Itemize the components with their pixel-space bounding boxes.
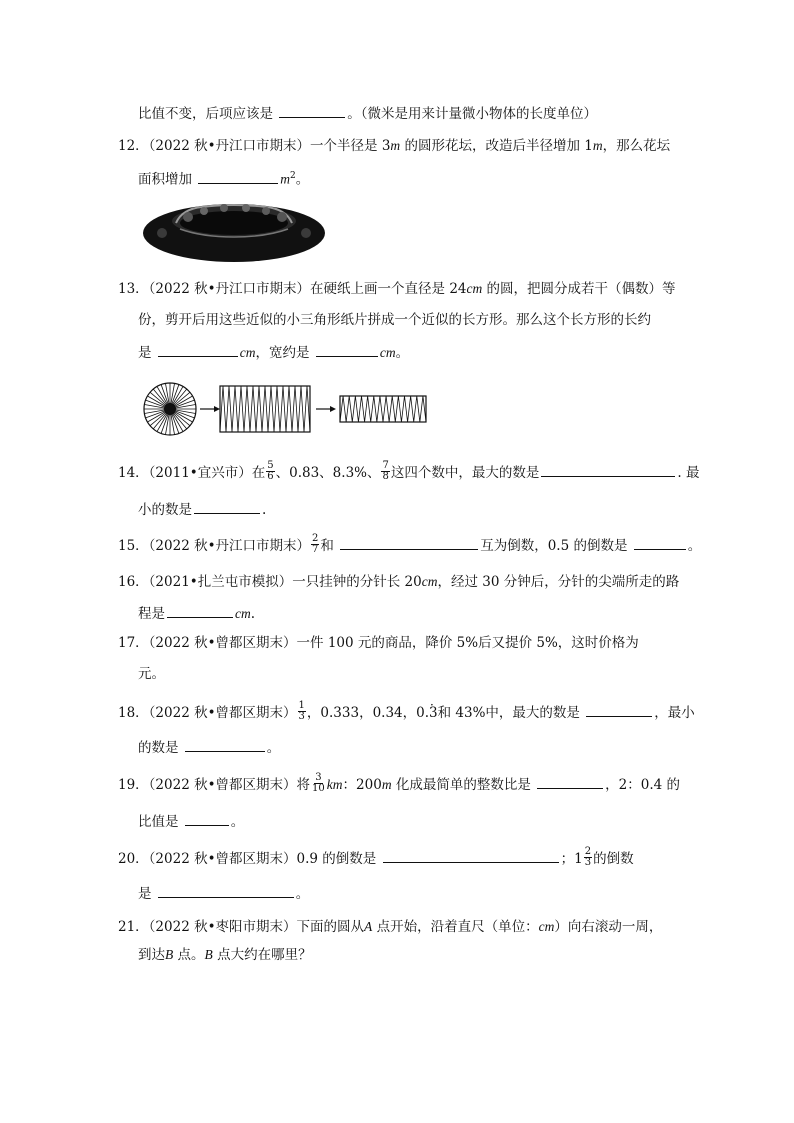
question-21-line-2: 到达B 点。B 点大约在哪里？ <box>138 947 312 963</box>
question-21-line-1: 21．（2022 秋•枣阳市期末）下面的圆从A 点开始，沿着直尺（单位：cm）向右滚动一周， <box>118 919 663 935</box>
question-19-line-1: 19．（2022 秋•曾都区期末）将 $\frac{3}{10}$ km：200m 化成最简单的整数比是 ，2：0.4 的 <box>118 772 681 794</box>
answer-blank[interactable] <box>198 169 278 184</box>
question-16-line-2: 程是 cm. <box>138 603 708 624</box>
question-17-line-2: 元。 <box>138 666 165 682</box>
question-12-line-1: 12．（2022 秋•丹江口市期末）一个半径是 3m 的圆形花坛，改造后半径增加 1m，那么花坛 <box>118 138 671 154</box>
rearranged-rectangle-large <box>220 386 310 432</box>
answer-blank[interactable] <box>340 535 478 550</box>
answer-blank[interactable] <box>383 848 559 863</box>
question-20-line-2: 是 。 <box>138 883 708 904</box>
answer-blank[interactable] <box>167 603 233 618</box>
circle-to-rectangle-diagram <box>142 382 432 436</box>
repeating-decimal-digit: · 3 <box>429 705 438 721</box>
answer-blank[interactable] <box>194 499 260 514</box>
question-15: 15．（2022 秋•丹江口市期末） $\frac{2}{7}$ 和 互为倒数，0.5 的倒数是 。 <box>118 533 702 555</box>
question-20-line-1: 20．（2022 秋•曾都区期末）0.9 的倒数是 ；1 $\frac{2}{3}$ 的倒数 <box>118 846 634 868</box>
question-16-line-1: 16．（2021•扎兰屯市模拟）一只挂钟的分针长 20cm，经过 30 分钟后，分针的尖端所走的路 <box>118 574 680 590</box>
flower-bed-image <box>142 199 326 263</box>
answer-blank[interactable] <box>316 342 378 357</box>
answer-blank[interactable] <box>586 702 652 717</box>
answer-blank[interactable] <box>158 342 238 357</box>
answer-blank[interactable] <box>537 774 603 789</box>
question-11-continuation: 比值不变，后项应该是 。（微米是用来计量微小物体的长度单位） <box>138 103 708 124</box>
answer-blank[interactable] <box>541 462 675 477</box>
arrow-1 <box>200 406 220 412</box>
question-18-line-1: 18．（2022 秋•曾都区期末） $\frac{1}{3}$ ，0.333，0.34，0.· 3和 43%中，最大的数是 ，最小 <box>118 702 688 724</box>
question-17-line-1: 17．（2022 秋•曾都区期末）一件 100 元的商品，降价 5%后又提价 5%，这时价格为 <box>118 635 639 651</box>
question-14-line-2: 小的数是 . <box>138 499 708 520</box>
question-13-line-3: 是 cm，宽约是 cm。 <box>138 342 708 363</box>
answer-blank[interactable] <box>634 535 686 550</box>
answer-blank[interactable] <box>185 737 265 752</box>
question-14-line-1: 14．（2011•宜兴市）在 $\frac{5}{6}$ 、0.83、8.3%、 $\frac{7}{8}$ 这四个数中，最大的数是 . 最 <box>118 460 700 482</box>
question-13-line-1: 13．（2022 秋•丹江口市期末）在硬纸上画一个直径是 24cm 的圆，把圆分成若干（偶数）等 <box>118 281 676 297</box>
rearranged-rectangle-small <box>340 396 426 422</box>
question-13-line-2: 份，剪开后用这些近似的小三角形纸片拼成一个近似的长方形。那么这个长方形的长约 <box>138 312 651 328</box>
divided-circle <box>144 383 196 435</box>
answer-blank[interactable] <box>158 883 294 898</box>
answer-blank[interactable] <box>185 811 229 826</box>
question-12-line-2: 面积增加 $m^2$。 <box>138 166 708 190</box>
arrow-2 <box>316 406 336 412</box>
question-19-line-2: 比值是 。 <box>138 811 708 832</box>
answer-blank[interactable] <box>279 103 345 118</box>
question-18-line-2: 的数是 。 <box>138 737 708 758</box>
